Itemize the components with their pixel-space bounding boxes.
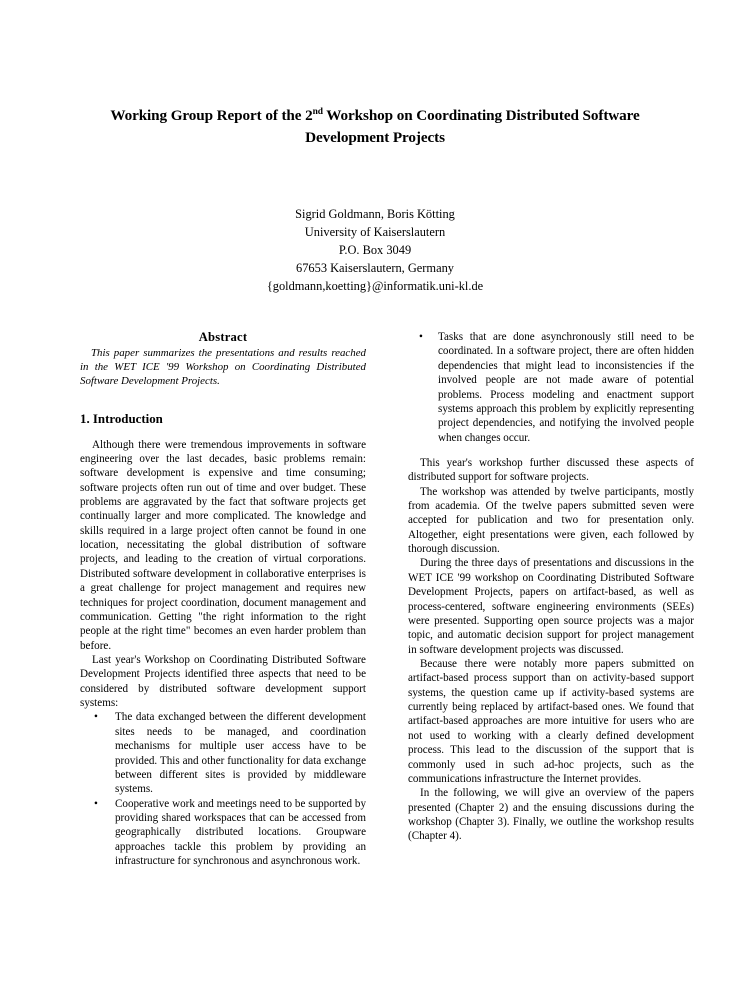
list-item (80, 797, 366, 869)
list-item-text: The data exchanged between the different development sites needs to be managed, and coordination mechanisms for multiple user access have to be provided. This and other functionality for data exchange between different sites is provided by middleware systems. (115, 711, 366, 796)
list-item-text: Cooperative work and meetings need to be supported by providing shared workspaces that can be accessed from geographically distributed locations. Groupware approaches tackle this problem by providing an infrastructure for synchronous and asynchronous work. (115, 797, 366, 868)
paragraph: Last year's Workshop on Coordinating Distributed Software Development Projects identified three aspects that need to be considered by distributed software development support systems: (80, 653, 366, 710)
author-address-line-2: 67653 Kaiserslautern, Germany (296, 261, 454, 276)
title-ordinal-superscript: nd (312, 106, 323, 117)
title-text-after-superscript: Workshop on Coordinating Distributed (322, 107, 579, 124)
paragraph: This year's workshop further discussed these aspects of distributed support for software projects. (408, 456, 694, 484)
page-title (80, 105, 670, 148)
title-second-line: Software Development Projects (305, 107, 640, 146)
list-item (80, 710, 366, 796)
abstract-heading: Abstract (198, 330, 248, 345)
list-item (408, 330, 694, 445)
column-left (80, 330, 366, 868)
bullet-list (80, 710, 366, 868)
bullet-icon: • (94, 797, 98, 810)
paragraph: Although there were tremendous improvements in software engineering over the last decades, basic problems remain: software development is expensive and time consuming; software projects often run out of time and over budget. These problems are aggravated by the fact that software projects get continually larger and more complicated. The knowledge and skills required in a large project often cannot be found in one location, necessitating the global distribution of software projects, and leading to the creation of virtual corporations. Distributed software development in collaborative enterprises is a great challenge for project management and requires new techniques for project coordination, document management and communication. Getting "the right information to the right people at the right time" becomes an even harder problem than before. (80, 438, 366, 652)
paragraph: The workshop was attended by twelve participants, mostly from academia. Of the twelve papers submitted seven were accepted for publication and two for presentation only. Altogether, eight presentations were given, each followed by thorough discussion. (408, 485, 694, 556)
section-heading-introduction: 1. Introduction (80, 411, 163, 426)
abstract-text: This paper summarizes the presentations and results reached in the WET ICE '99 Workshop on Coordinating Distributed Software Development Projects. (80, 347, 366, 388)
list-item-text: Tasks that are done asynchronously still need to be coordinated. In a software project, there are often hidden dependencies that might lead to inconsistencies if the involved people are not made aware of potential problems. Process modeling and enactment support systems approach this problem by explicitly representing project dependencies, and notifying the involved people when changes occur. (438, 331, 694, 444)
bullet-icon: • (419, 331, 423, 344)
title-text-before-superscript: Working Group Report of the 2 (110, 107, 313, 124)
two-column-body (80, 330, 694, 868)
author-email: {goldmann,koetting}@informatik.uni-kl.de (266, 279, 484, 294)
author-names: Sigrid Goldmann, Boris Kötting (295, 207, 455, 222)
paragraph: During the three days of presentations and discussions in the WET ICE '99 workshop on Coordinating Distributed Software Development Projects, papers on artifact-based, as well as process-centered, software engineering environments (SEEs) were presented. Supporting open source projects was a major topic, and automatic decision support for project management in software development projects was discussed. (408, 557, 694, 656)
column-right (408, 330, 694, 844)
paragraph: In the following, we will give an overview of the papers presented (Chapter 2) and the ensuing discussions during the workshop (Chapter 3). Finally, we outline the workshop results (Chapter 4). (408, 787, 694, 843)
author-address-line-1: P.O. Box 3049 (338, 243, 412, 258)
author-affiliation: University of Kaiserslautern (304, 225, 446, 240)
paragraph: Because there were notably more papers submitted on artifact-based process support than on activity-based support systems, the question came up if activity-based systems are currently being replaced by artifact-based ones. We found that artifact-based approaches are more intuitive for users who are not used to working with a clearly defined development process. This lead to the discussion of the support that is commonly used in such ad-hoc projects, such as the communications infrastructure the Internet provides. (408, 657, 694, 785)
author-block (80, 206, 670, 296)
bullet-list (408, 330, 694, 445)
bullet-icon: • (94, 711, 98, 724)
